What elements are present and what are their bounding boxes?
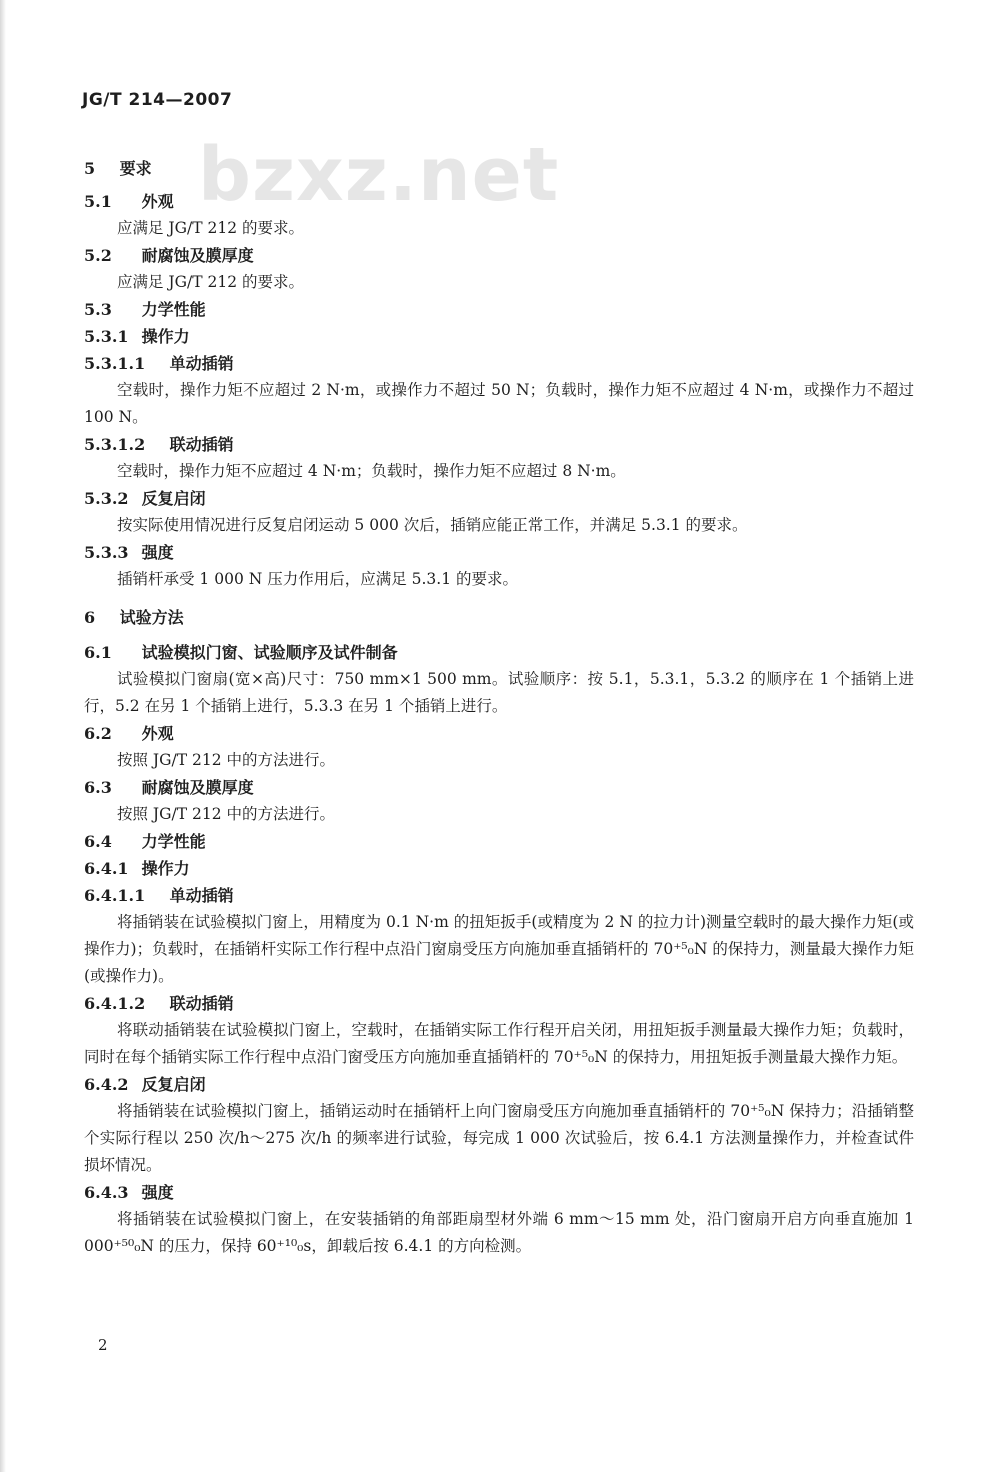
paragraph-6-2: 按照 JG/T 212 中的方法进行。 xyxy=(117,751,336,769)
paragraph-6-3: 按照 JG/T 212 中的方法进行。 xyxy=(117,805,336,823)
paragraph-5-3-1-2: 空载时，操作力矩不应超过 4 N·m；负载时，操作力矩不应超过 8 N·m。 xyxy=(117,462,626,480)
paragraph-5-3-2: 按实际使用情况进行反复启闭运动 5 000 次后，插销应能正常工作，并满足 5.3.1 的要求。 xyxy=(117,516,748,534)
heading-6-4-2: 6.4.2 反复启闭 xyxy=(84,1075,206,1094)
paragraph-5-3-1-1: 空载时，操作力矩不应超过 2 N·m，或操作力不超过 50 N；负载时，操作力矩不应超过 4 N·m，或操作力不超过 100 N。 xyxy=(84,381,914,426)
heading-6-2: 6.2 外观 xyxy=(84,724,174,743)
paragraph-5-2: 应满足 JG/T 212 的要求。 xyxy=(117,273,305,291)
heading-6-3: 6.3 耐腐蚀及膜厚度 xyxy=(84,778,254,797)
paragraph-6-4-1-1: 将插销装在试验模拟门窗上，用精度为 0.1 N·m 的扭矩扳手(或精度为 2 N 的拉力计)测量空载时的最大操作力矩(或操作力)；负载时，在插销杆实际工作行程中点沿门窗扇受压方向施加垂直插销杆的 70⁺⁵₀N 的保持力，测量最大操作力矩(或操作力)。 xyxy=(84,913,914,985)
heading-5-3: 5.3 力学性能 xyxy=(84,300,206,319)
heading-5: 5 要求 xyxy=(84,159,152,178)
paragraph-6-4-2: 将插销装在试验模拟门窗上，插销运动时在插销杆上向门窗扇受压方向施加垂直插销杆的 70⁺⁵₀N 保持力；沿插销整个实际行程以 250 次/h～275 次/h 的频率进行试验，每完成 1 000 次试验后，按 6.4.1 方法测量操作力，并检查试件损坏情况。 xyxy=(84,1102,914,1174)
paragraph-5-1: 应满足 JG/T 212 的要求。 xyxy=(117,219,305,237)
heading-5-1: 5.1 外观 xyxy=(84,192,174,211)
paragraph-6-1: 试验模拟门窗扇(宽×高)尺寸：750 mm×1 500 mm。试验顺序：按 5.1，5.3.1，5.3.2 的顺序在 1 个插销上进行，5.2 在另 1 个插销上进行，5.3.3 在另 1 个插销上进行。 xyxy=(84,670,914,715)
heading-6-4: 6.4 力学性能 xyxy=(84,832,206,851)
heading-6-4-3: 6.4.3 强度 xyxy=(84,1183,174,1202)
watermark: bzxz.net xyxy=(198,132,560,218)
heading-5-3-1: 5.3.1 操作力 xyxy=(84,327,190,346)
paragraph-6-4-1-2: 将联动插销装在试验模拟门窗上，空载时，在插销实际工作行程开启关闭，用扭矩扳手测量最大操作力矩；负载时，同时在每个插销实际工作行程中点沿门窗受压方向施加垂直插销杆的 70⁺⁵₀N 的保持力，用扭矩扳手测量最大操作力矩。 xyxy=(84,1021,914,1066)
scan-edge-shadow xyxy=(0,0,6,1472)
heading-6-4-1-2: 6.4.1.2 联动插销 xyxy=(84,994,234,1013)
heading-5-3-1-1: 5.3.1.1 单动插销 xyxy=(84,354,234,373)
document-body xyxy=(84,146,914,1260)
heading-5-3-2: 5.3.2 反复启闭 xyxy=(84,489,206,508)
paragraph-5-3-3: 插销杆承受 1 000 N 压力作用后，应满足 5.3.1 的要求。 xyxy=(117,570,519,588)
heading-6-4-1: 6.4.1 操作力 xyxy=(84,859,190,878)
heading-6-1: 6.1 试验模拟门窗、试验顺序及试件制备 xyxy=(84,643,398,662)
heading-5-2: 5.2 耐腐蚀及膜厚度 xyxy=(84,246,254,265)
heading-6-4-1-1: 6.4.1.1 单动插销 xyxy=(84,886,234,905)
heading-5-3-1-2: 5.3.1.2 联动插销 xyxy=(84,435,234,454)
page-number: 2 xyxy=(98,1336,108,1354)
heading-5-3-3: 5.3.3 强度 xyxy=(84,543,174,562)
heading-6: 6 试验方法 xyxy=(84,608,184,627)
paragraph-6-4-3: 将插销装在试验模拟门窗上，在安装插销的角部距扇型材外端 6 mm～15 mm 处，沿门窗扇开启方向垂直施加 1 000⁺⁵⁰₀N 的压力，保持 60⁺¹⁰₀s，卸载后按 6.4.1 的方向检测。 xyxy=(84,1210,914,1255)
standard-code-header: JG/T 214—2007 xyxy=(82,90,233,110)
